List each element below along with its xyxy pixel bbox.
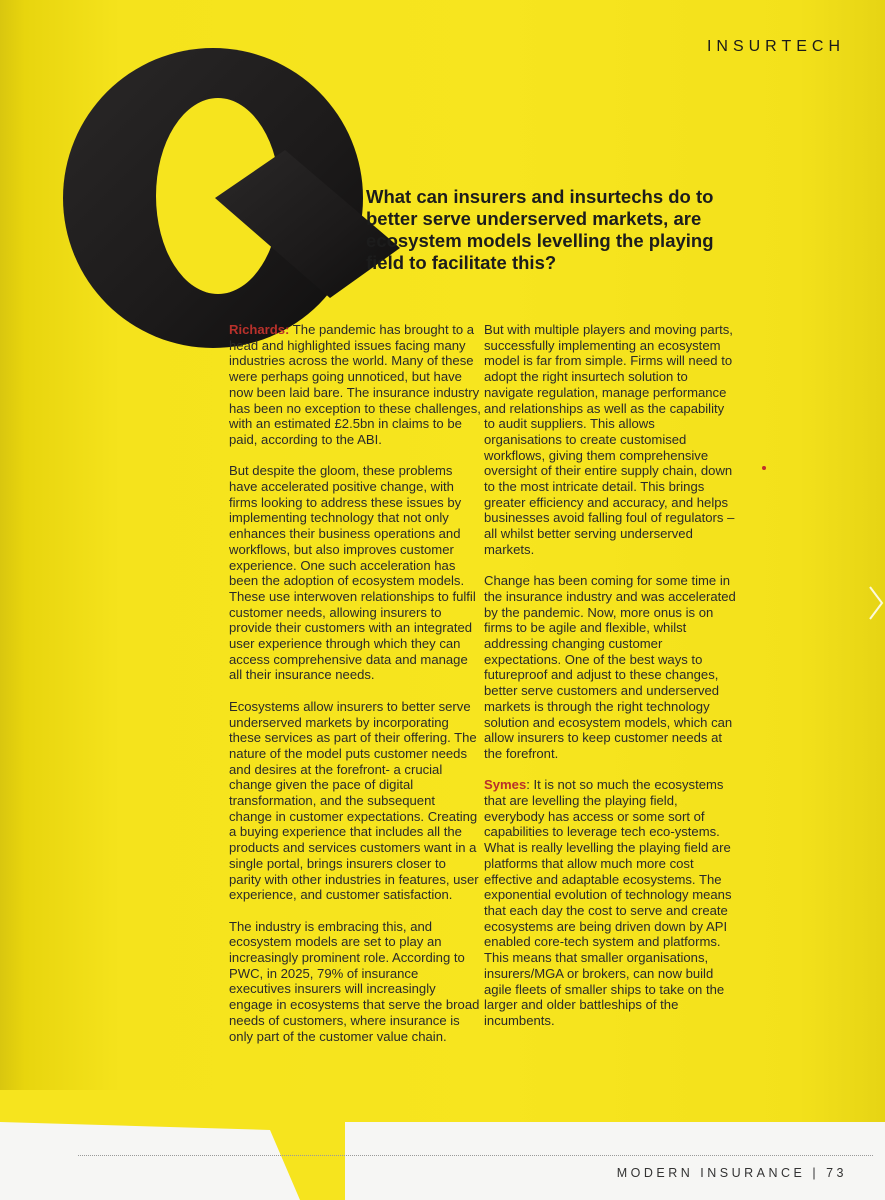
speaker-name: Richards:	[229, 322, 290, 337]
paragraph	[229, 699, 481, 903]
page-number: 73	[826, 1166, 847, 1180]
paragraph-text: The pandemic has brought to a head and highlighted issues facing many industries across the world. Many of these were perhaps going unnoticed, but have now been laid bare. The insurance industry has been no exception to these challenges, with an estimated £2.5bn in claims to be paid, according to the ABI.	[229, 322, 481, 447]
publication-name: MODERN INSURANCE	[616, 1166, 806, 1180]
question-heading: What can insurers and insurtechs do to better serve underserved markets, are ecosystem models levelling the playing field to facilitate this?	[366, 186, 714, 273]
red-dot-mark	[762, 466, 766, 470]
speaker-name: Symes	[484, 777, 527, 793]
page-footer	[617, 1166, 847, 1180]
right-column	[484, 322, 736, 1044]
paragraph-text: But despite the gloom, these problems have accelerated positive change, with firms looking to address these issues by implementing technology that not only enhances their business operations and workflows, but also improves customer experience. One such acceleration has been the adoption of ecosystem models. These use interwoven relationships to fulfil customer needs, allowing insurers to provide their customers with an integrated user experience through which they can access comprehensive data and manage all their insurance needs.	[229, 463, 476, 683]
paragraph	[484, 322, 736, 558]
paragraph	[229, 322, 481, 448]
paragraph	[229, 463, 481, 683]
left-column	[229, 322, 481, 1060]
footer-separator: |	[812, 1166, 820, 1180]
speech-bubble-shape	[0, 1090, 350, 1200]
paragraph-text: Ecosystems allow insurers to better serve underserved markets by incorporating these services as part of their offering. The nature of the model puts customer needs and desires at the forefront- a crucial change given the pace of digital transformation, and the subsequent change in customer expectations. Creating a buying experience that includes all the products and services customers want in a single portal, brings insurers closer to parity with other industries in features, user experience, and customer satisfaction.	[229, 698, 479, 903]
big-q-letter	[40, 40, 400, 370]
chevron-right-icon[interactable]	[865, 583, 885, 623]
paragraph-text: : It is not so much the ecosystems that are levelling the playing field, everybody has access or some sort of capabilities to leverage tech eco-ystems. What is really levelling the playing field are platforms that allow much more cost effective and adaptable ecosystems. The exponential evolution of technology means that each day the cost to serve and create ecosystems are being driven down by API enabled core-tech system and platforms. This means that smaller organisations, insurers/MGA or brokers, can now build agile fleets of smaller ships to take on the larger and older battleships of the incumbents.	[484, 777, 732, 1028]
paragraph-text: Change has been coming for some time in the insurance industry and was accelerated by the pandemic. Now, more onus is on firms to be agile and flexible, whilst addressing changing customer expectations. One of the best ways to futureproof and adjust to these changes, better serve customers and underserved markets is through the right technology solution and ecosystem models, which can allow insurers to keep customer needs at the forefront.	[484, 573, 736, 761]
paragraph	[229, 919, 481, 1045]
paragraph-text: The industry is embracing this, and ecosystem models are set to play an increasingly prominent role. According to PWC, in 2025, 79% of insurance executives insurers will increasingly engage in ecosystems that serve the broad needs of customers, where insurance is only part of the customer value chain.	[229, 918, 480, 1044]
section-label: INSURTECH	[706, 38, 845, 55]
paragraph-text: But with multiple players and moving parts, successfully implementing an ecosystem model is far from simple. Firms will need to adopt the right insurtech solution to navigate regulation, manage performance and relationships as well as the capability to audit suppliers. This allows organisations to create customised workflows, giving them comprehensive oversight of their entire supply chain, down to the most intricate detail. This brings greater efficiency and accuracy, and helps businesses avoid falling foul of regulators – all whilst better serving underserved markets.	[484, 322, 735, 557]
paragraph	[484, 777, 736, 1028]
paragraph	[484, 573, 736, 761]
footer-divider	[78, 1155, 873, 1156]
